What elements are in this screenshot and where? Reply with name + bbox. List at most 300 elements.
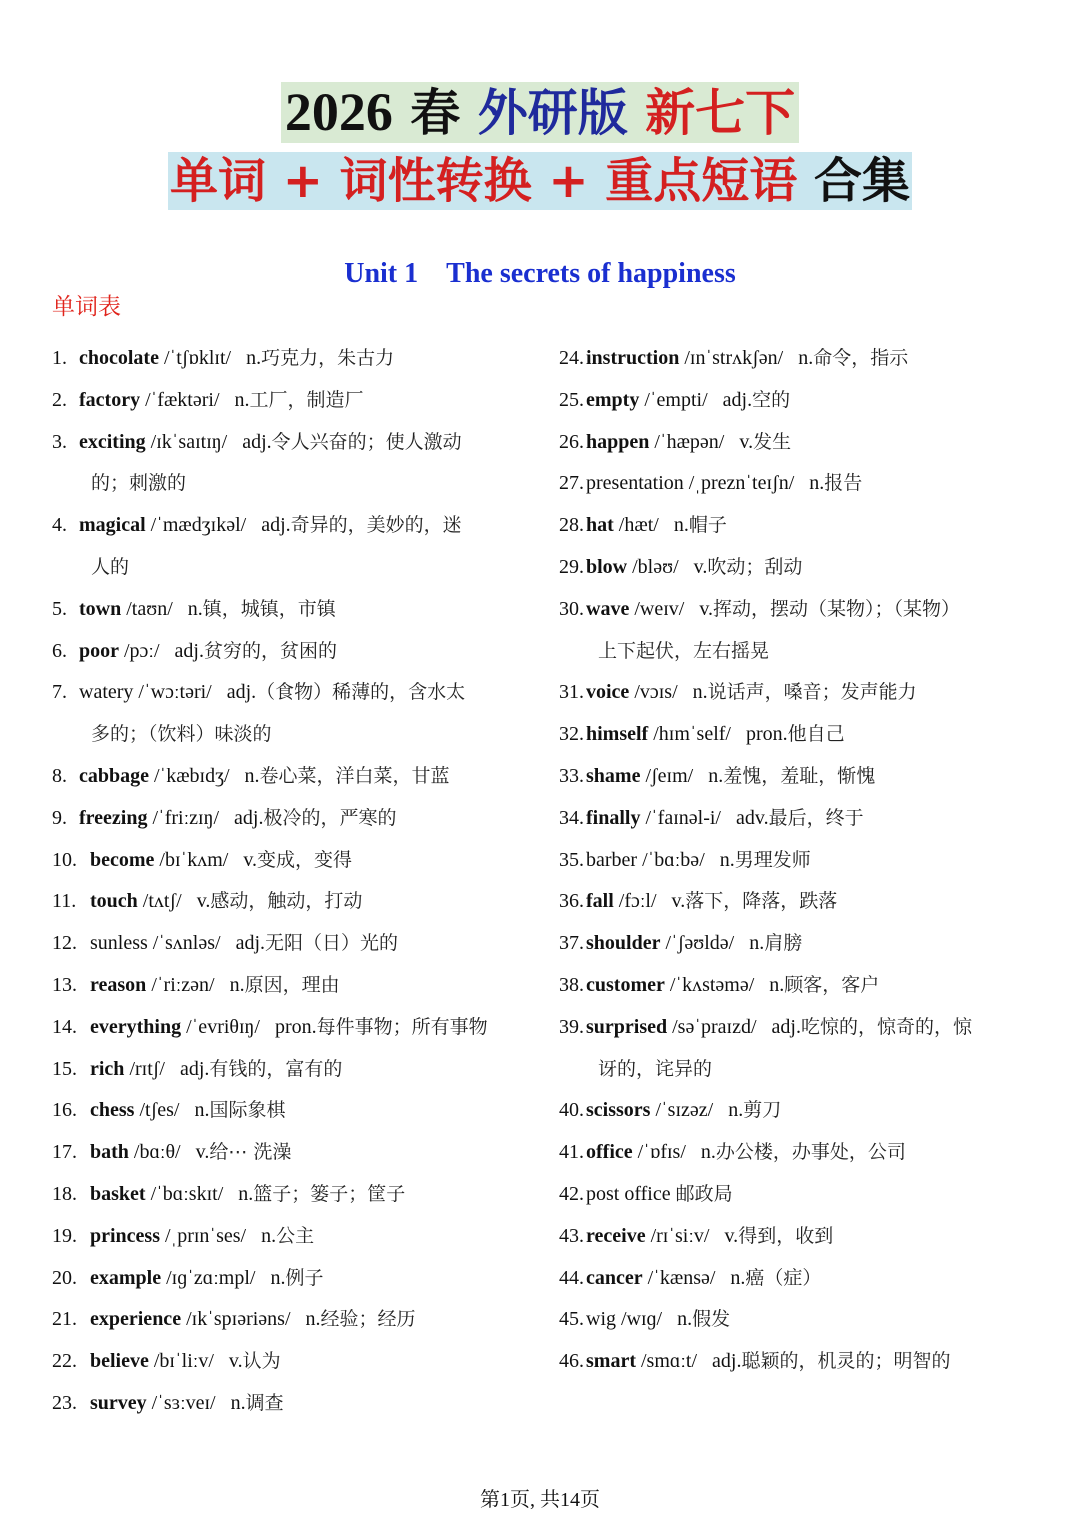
- entry-definition: 剪刀: [743, 1099, 782, 1122]
- entry-word: survey: [90, 1391, 147, 1414]
- entry-number: 11.: [52, 890, 77, 913]
- entry-part-of-speech: n.: [194, 1099, 210, 1122]
- entry-word: wig: [586, 1308, 616, 1331]
- entry-number: 24.: [559, 347, 584, 369]
- entry-definition: 邮政局: [675, 1182, 733, 1205]
- entry-definition-continued: 多的；（饮料）味淡的: [91, 723, 272, 746]
- vocab-entry: [559, 1341, 1039, 1383]
- entry-body: [559, 1258, 1039, 1300]
- entry-phonetic: /taʊn/: [126, 597, 173, 620]
- entry-definition: 他自己: [787, 723, 845, 746]
- entry-part-of-speech: pron.: [275, 1015, 317, 1038]
- entry-body: [52, 1049, 532, 1091]
- entry-definition: 吃惊的，惊奇的，惊: [800, 1015, 972, 1038]
- entry-phonetic: /ˈsɜːveɪ/: [151, 1391, 216, 1414]
- entry-definition: 吹动；刮动: [707, 555, 803, 578]
- entry-part-of-speech: n.: [246, 347, 262, 369]
- entry-number: 8.: [52, 764, 67, 787]
- entry-part-of-speech: n.: [261, 1224, 277, 1247]
- entry-phonetic: /ˈkʌstəmə/: [669, 973, 755, 996]
- entry-number: 25.: [559, 388, 584, 411]
- entry-word: cabbage: [79, 764, 149, 787]
- vocab-entry: [52, 1258, 532, 1300]
- entry-part-of-speech: v.: [693, 555, 708, 578]
- entry-definition: 公主: [276, 1224, 315, 1247]
- vocab-entry: [52, 1007, 532, 1049]
- vocab-entry: [559, 756, 1039, 798]
- entry-part-of-speech: adj.: [235, 932, 266, 955]
- entry-phonetic: /bɑːθ/: [133, 1141, 181, 1164]
- entry-body: [52, 840, 532, 882]
- vocab-entry: [559, 714, 1039, 756]
- entry-body: [52, 1174, 532, 1216]
- title-line-2: [0, 152, 1080, 210]
- vocab-entry: [559, 798, 1039, 840]
- vocab-entry: [52, 1090, 532, 1132]
- entry-word: presentation: [586, 472, 684, 495]
- unit-number: Unit 1: [344, 258, 419, 289]
- entry-phonetic: /ˈfaɪnəl-i/: [645, 806, 721, 829]
- title-grade: 新七下: [645, 84, 796, 142]
- entry-part-of-speech: n.: [234, 388, 250, 411]
- entry-definition: 帽子: [688, 514, 727, 537]
- entry-part-of-speech: adj.: [242, 430, 272, 453]
- entry-part-of-speech: n.: [798, 347, 814, 369]
- entry-word: example: [90, 1266, 162, 1289]
- vocab-entry: [52, 840, 532, 882]
- entry-word: town: [79, 597, 122, 620]
- entry-word: sunless: [90, 932, 148, 955]
- entry-number: 22.: [52, 1350, 77, 1373]
- entry-body: [52, 1132, 532, 1174]
- entry-word: scissors: [586, 1099, 651, 1122]
- entry-phonetic: /pɔː/: [124, 639, 160, 662]
- entry-word: customer: [586, 973, 665, 996]
- entry-definition-continued: 人的: [91, 555, 130, 578]
- entry-part-of-speech: v.: [671, 890, 686, 913]
- entry-body: [559, 923, 1039, 965]
- entry-word: bath: [90, 1141, 129, 1164]
- entry-phonetic: /tʌtʃ/: [142, 890, 182, 913]
- entry-phonetic: /ˈɒfɪs/: [637, 1141, 686, 1164]
- vocab-entry: [52, 1049, 532, 1091]
- entry-phonetic: /ˈempti/: [644, 388, 708, 411]
- entry-part-of-speech: n.: [229, 973, 245, 996]
- vocab-entry: [52, 672, 532, 756]
- entry-part-of-speech: adj.: [174, 639, 204, 662]
- entry-body: [559, 338, 1039, 380]
- entry-phonetic: /vɔɪs/: [634, 681, 678, 704]
- vocab-entry: [52, 965, 532, 1007]
- vocab-entry: [559, 380, 1039, 422]
- entry-phonetic: /ˈfriːzɪŋ/: [152, 806, 220, 829]
- entry-definition: 羞愧，羞耻，惭愧: [723, 764, 876, 787]
- entry-part-of-speech: adj.: [261, 514, 291, 537]
- entry-number: 33.: [559, 764, 584, 787]
- entry-part-of-speech: v.: [699, 597, 714, 620]
- title-collection: 合集: [814, 153, 911, 209]
- entry-word: empty: [586, 388, 640, 411]
- entry-part-of-speech: pron.: [745, 723, 788, 746]
- entry-definition-continued: 的；刺激的: [91, 472, 187, 495]
- entry-phonetic: /ˈriːzən/: [151, 973, 215, 996]
- entry-number: 1.: [52, 347, 67, 369]
- entry-part-of-speech: v.: [195, 1141, 210, 1164]
- entry-part-of-speech: v.: [724, 1224, 739, 1247]
- entry-word: magical: [79, 514, 146, 537]
- entry-part-of-speech: n.: [270, 1266, 286, 1289]
- entry-body: [52, 589, 532, 631]
- entry-number: 34.: [559, 806, 584, 829]
- entry-part-of-speech: n.: [692, 681, 708, 704]
- entry-part-of-speech: n.: [730, 1266, 746, 1289]
- entry-number: 14.: [52, 1015, 77, 1038]
- vocab-entry: [52, 798, 532, 840]
- entry-word: reason: [90, 973, 147, 996]
- entry-part-of-speech: v.: [196, 890, 211, 913]
- vocab-entry: [52, 1383, 532, 1425]
- entry-definition-continued: 上下起伏，左右摇晃: [598, 639, 770, 662]
- entry-body: [559, 714, 1039, 756]
- entry-number: 31.: [559, 681, 584, 704]
- entry-body: [52, 1258, 532, 1300]
- entry-word: surprised: [586, 1015, 668, 1038]
- entry-number: 30.: [559, 597, 584, 620]
- entry-phonetic: /hɪmˈself/: [653, 723, 731, 746]
- entry-part-of-speech: n.: [719, 848, 735, 871]
- entry-number: 23.: [52, 1391, 77, 1414]
- entry-part-of-speech: adv.: [735, 806, 769, 829]
- entry-definition: 癌（症）: [745, 1266, 822, 1289]
- entry-number: 39.: [559, 1015, 584, 1038]
- entry-body: [559, 756, 1039, 798]
- entry-body: [559, 1299, 1039, 1341]
- entry-phonetic: /weɪv/: [634, 597, 685, 620]
- title-line-1-box: [281, 82, 799, 143]
- vocab-entry: [559, 547, 1039, 589]
- entry-phonetic: /bɪˈliːv/: [153, 1350, 214, 1373]
- entry-part-of-speech: v.: [228, 1350, 243, 1373]
- entry-word: happen: [586, 430, 650, 453]
- vocab-entry: [559, 338, 1039, 380]
- entry-part-of-speech: n.: [769, 973, 785, 996]
- entry-number: 18.: [52, 1182, 77, 1205]
- entry-word: receive: [586, 1224, 646, 1247]
- entry-number: 41.: [559, 1141, 584, 1164]
- entry-body: [52, 505, 532, 589]
- vocab-entry: [559, 505, 1039, 547]
- entry-word: himself: [586, 723, 649, 746]
- entry-number: 6.: [52, 639, 67, 662]
- vocab-entry: [52, 505, 532, 589]
- entry-number: 20.: [52, 1266, 77, 1289]
- entry-word: exciting: [79, 430, 146, 453]
- entry-body: [52, 1216, 532, 1258]
- entry-body: [52, 881, 532, 923]
- entry-part-of-speech: v.: [243, 848, 258, 871]
- entry-body: [559, 547, 1039, 589]
- entry-body: [52, 1090, 532, 1132]
- entry-definition: 落下，降落，跌落: [685, 890, 838, 913]
- entry-body: [559, 965, 1039, 1007]
- entry-body: [559, 1341, 1039, 1383]
- entry-part-of-speech: n.: [728, 1099, 744, 1122]
- entry-definition: 镇，城镇，市镇: [202, 597, 336, 620]
- title-year: 2026: [284, 82, 393, 142]
- entry-body: [52, 631, 532, 673]
- vocab-entry: [52, 881, 532, 923]
- entry-part-of-speech: n.: [230, 1391, 246, 1414]
- entry-phonetic: /ɪkˈsaɪtɪŋ/: [150, 430, 228, 453]
- entry-number: 2.: [52, 388, 67, 411]
- entry-number: 15.: [52, 1057, 77, 1080]
- entry-part-of-speech: adj.: [712, 1350, 742, 1373]
- entry-definition-continued: 讶的，诧异的: [598, 1057, 713, 1080]
- section-label: 单词表: [52, 294, 121, 320]
- entry-word: touch: [90, 890, 138, 913]
- entry-number: 46.: [559, 1350, 584, 1373]
- entry-definition: 挥动，摆动（某物）；（某物）: [713, 597, 961, 620]
- entry-phonetic: /ˈmædʒɪkəl/: [150, 514, 247, 537]
- entry-word: voice: [586, 681, 630, 704]
- vocab-entry: [52, 380, 532, 422]
- entry-number: 37.: [559, 932, 584, 955]
- entry-definition: 聪颖的，机灵的；明智的: [741, 1350, 951, 1373]
- entry-phonetic: /ˈbɑːbə/: [642, 848, 705, 871]
- entry-part-of-speech: n.: [749, 932, 765, 955]
- vocab-entry: [52, 1132, 532, 1174]
- entry-definition: 篮子；篓子；筐子: [253, 1182, 406, 1205]
- vocab-entry: [52, 1341, 532, 1383]
- entry-phonetic: /ˈhæpən/: [654, 430, 725, 453]
- entry-number: 38.: [559, 973, 584, 996]
- vocab-entry: [52, 1216, 532, 1258]
- entry-part-of-speech: n.: [809, 472, 825, 495]
- entry-word: shoulder: [586, 932, 661, 955]
- entry-body: [52, 380, 532, 422]
- entry-body: [559, 1132, 1039, 1174]
- entry-body: [559, 840, 1039, 882]
- vocab-entry: [559, 1299, 1039, 1341]
- entry-number: 17.: [52, 1141, 77, 1164]
- page-footer: 第1页, 共14页: [480, 1489, 600, 1511]
- entry-number: 5.: [52, 597, 67, 620]
- entry-word: princess: [90, 1224, 160, 1247]
- entry-part-of-speech: n.: [677, 1308, 693, 1331]
- vocab-entry: [52, 422, 532, 506]
- entry-phonetic: /ˈʃəʊldə/: [665, 932, 735, 955]
- vocab-entry: [559, 965, 1039, 1007]
- vocab-entry: [559, 881, 1039, 923]
- word-list-left: [52, 338, 532, 1425]
- title-season: 春: [410, 84, 461, 142]
- entry-number: 4.: [52, 514, 67, 537]
- entry-phonetic: /wɪɡ/: [621, 1308, 663, 1331]
- entry-part-of-speech: adj.: [234, 806, 264, 829]
- entry-body: [559, 881, 1039, 923]
- entry-definition: 有钱的，富有的: [209, 1057, 343, 1080]
- entry-part-of-speech: n.: [187, 597, 203, 620]
- word-list-right: [559, 338, 1039, 1383]
- entry-body: [52, 1007, 532, 1049]
- entry-number: 21.: [52, 1308, 77, 1331]
- vocab-entry: [559, 1174, 1039, 1216]
- entry-definition: 得到，收到: [738, 1224, 834, 1247]
- entry-number: 32.: [559, 723, 584, 746]
- entry-number: 44.: [559, 1266, 584, 1289]
- entry-body: [52, 1299, 532, 1341]
- vocab-entry: [52, 1174, 532, 1216]
- entry-part-of-speech: n.: [708, 764, 724, 787]
- entry-definition: 空的: [752, 388, 791, 411]
- title-line-1: [0, 82, 1080, 143]
- entry-number: 26.: [559, 430, 584, 453]
- entry-word: become: [90, 848, 155, 871]
- entry-part-of-speech: adj.: [722, 388, 753, 411]
- entry-definition: 认为: [242, 1350, 281, 1373]
- entry-word: finally: [586, 806, 641, 829]
- entry-word: barber: [586, 848, 638, 871]
- entry-phonetic: /ɪnˈstrʌkʃən/: [684, 347, 784, 369]
- entry-part-of-speech: n.: [244, 764, 260, 787]
- entry-body: [559, 589, 1039, 673]
- entry-word: experience: [90, 1308, 182, 1331]
- entry-number: 12.: [52, 932, 77, 955]
- entry-part-of-speech: n.: [305, 1308, 321, 1331]
- entry-definition: 给⋯ 洗澡: [209, 1141, 292, 1164]
- entry-phonetic: /ˈsʌnləs/: [152, 932, 221, 955]
- entry-part-of-speech: n.: [673, 514, 689, 537]
- entry-definition: 报告: [824, 472, 863, 495]
- entry-definition: 每件事物；所有事物: [316, 1015, 488, 1038]
- vocab-entry: [52, 338, 532, 380]
- entry-number: 3.: [52, 430, 67, 453]
- entry-word: everything: [90, 1015, 182, 1038]
- entry-body: [559, 463, 1039, 505]
- entry-body: [559, 1216, 1039, 1258]
- vocab-entry: [559, 589, 1039, 673]
- title-edition: 外研版: [477, 84, 628, 142]
- vocab-entry: [559, 1090, 1039, 1132]
- entry-number: 29.: [559, 555, 584, 578]
- entry-body: [52, 338, 532, 380]
- entry-part-of-speech: adj.: [771, 1015, 801, 1038]
- entry-body: [52, 798, 532, 840]
- unit-title: The secrets of happiness: [446, 258, 736, 289]
- entry-body: [559, 1007, 1039, 1091]
- entry-number: 45.: [559, 1308, 584, 1331]
- vocab-entry: [559, 463, 1039, 505]
- entry-word: poor: [79, 639, 119, 662]
- entry-number: 40.: [559, 1099, 584, 1122]
- entry-number: 7.: [52, 681, 67, 704]
- entry-definition: 例子: [285, 1266, 324, 1289]
- entry-definition: （食物）稀薄的，含水太: [256, 681, 466, 704]
- entry-phonetic: /tʃes/: [139, 1099, 180, 1122]
- entry-number: 13.: [52, 973, 77, 996]
- entry-phonetic: /bɪˈkʌm/: [159, 848, 229, 871]
- entry-number: 42.: [559, 1182, 584, 1205]
- entry-word: shame: [586, 764, 641, 787]
- entry-number: 36.: [559, 890, 584, 913]
- entry-phonetic: /rɪˈsiːv/: [650, 1224, 710, 1247]
- entry-definition: 卷心菜，洋白菜，甘蓝: [259, 764, 450, 787]
- entry-word: freezing: [79, 806, 148, 829]
- entry-body: [559, 798, 1039, 840]
- entry-definition: 奇异的，美妙的，迷: [290, 514, 462, 537]
- entry-definition: 无阳（日）光的: [265, 932, 399, 955]
- entry-number: 27.: [559, 472, 584, 495]
- entry-number: 9.: [52, 806, 67, 829]
- entry-definition: 国际象棋: [209, 1099, 286, 1122]
- entry-number: 35.: [559, 848, 584, 871]
- unit-heading: [0, 256, 1080, 292]
- vocab-entry: [559, 923, 1039, 965]
- entry-phonetic: /ˈfæktəri/: [145, 388, 220, 411]
- entry-word: chocolate: [79, 347, 159, 369]
- vocab-entry: [559, 1216, 1039, 1258]
- entry-body: [559, 422, 1039, 464]
- entry-phonetic: /ˈsɪzəz/: [655, 1099, 714, 1122]
- entry-word: office: [586, 1141, 633, 1164]
- entry-word: blow: [586, 555, 628, 578]
- entry-word: smart: [586, 1350, 636, 1373]
- entry-definition: 办公楼，办事处，公司: [715, 1141, 906, 1164]
- entry-body: [52, 1383, 532, 1425]
- entry-phonetic: /ˈevriθɪŋ/: [186, 1015, 260, 1038]
- entry-definition: 假发: [692, 1308, 731, 1331]
- vocab-entry: [559, 1007, 1039, 1091]
- entry-phonetic: /səˈpraɪzd/: [672, 1015, 757, 1038]
- entry-word: fall: [586, 890, 614, 913]
- entry-part-of-speech: n.: [238, 1182, 254, 1205]
- entry-phonetic: /smɑːt/: [640, 1350, 698, 1373]
- entry-definition: 发生: [753, 430, 792, 453]
- entry-word: believe: [90, 1350, 149, 1373]
- entry-number: 16.: [52, 1099, 77, 1122]
- entry-definition: 命令，指示: [813, 347, 909, 369]
- entry-definition: 顾客，客户: [784, 973, 880, 996]
- entry-number: 10.: [52, 848, 77, 871]
- entry-word: chess: [90, 1099, 135, 1122]
- entry-body: [559, 1174, 1039, 1216]
- entry-body: [559, 505, 1039, 547]
- entry-number: 28.: [559, 514, 584, 537]
- entry-phonetic: /ˈbɑːskɪt/: [150, 1182, 224, 1205]
- entry-phonetic: /bləʊ/: [632, 555, 679, 578]
- entry-number: 19.: [52, 1224, 77, 1247]
- entry-phonetic: /ˈkænsə/: [647, 1266, 716, 1289]
- entry-definition: 经验；经历: [320, 1308, 416, 1331]
- entry-phonetic: /rɪtʃ/: [129, 1057, 165, 1080]
- entry-definition: 男理发师: [734, 848, 811, 871]
- title-line-2-box: [168, 152, 912, 210]
- entry-word: basket: [90, 1182, 146, 1205]
- entry-phonetic: /ˌprɪnˈses/: [165, 1224, 247, 1247]
- entry-definition: 工厂，制造厂: [249, 388, 364, 411]
- vocab-entry: [559, 1258, 1039, 1300]
- vocab-entry: [52, 631, 532, 673]
- vocab-entry: [52, 756, 532, 798]
- entry-word: hat: [586, 514, 614, 537]
- entry-phonetic: /ˈwɔːtəri/: [138, 681, 212, 704]
- entry-definition: 最后，终于: [768, 806, 864, 829]
- entry-definition: 巧克力，朱古力: [261, 347, 395, 369]
- entry-phonetic: /ɪkˈspɪəriəns/: [186, 1308, 291, 1331]
- vocab-entry: [559, 422, 1039, 464]
- entry-part-of-speech: v.: [739, 430, 754, 453]
- entry-definition: 说话声，嗓音；发声能力: [707, 681, 917, 704]
